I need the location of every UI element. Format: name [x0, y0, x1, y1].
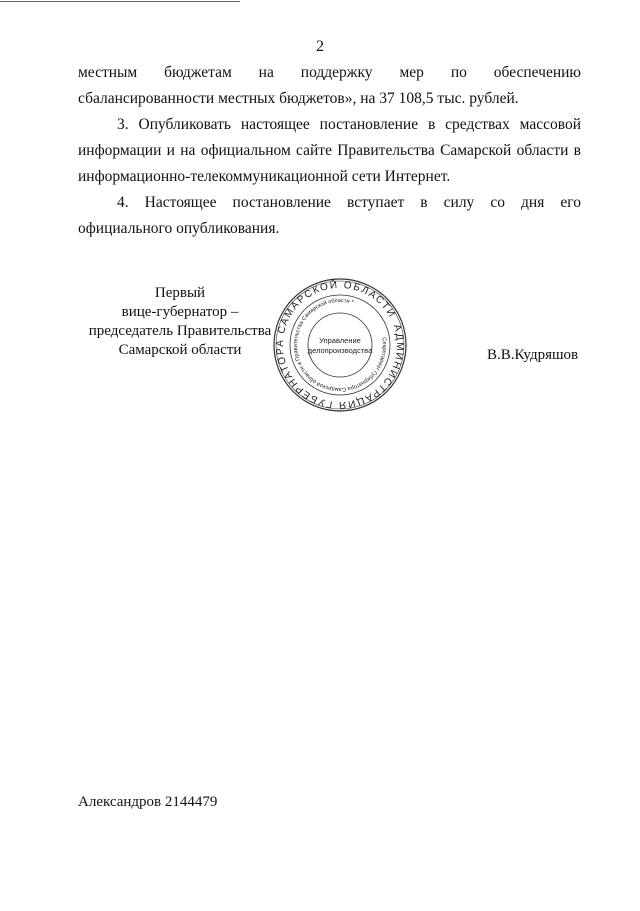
executor-info: Александров 2144479	[78, 794, 218, 810]
stamp-center-line: делопроизводства	[307, 346, 373, 355]
signatory-name: В.В.Кудряшов	[487, 347, 579, 363]
paragraph-4: 4. Настоящее постановление вступает в силу со дня его официального опубликования.	[78, 194, 581, 237]
title-line: Самарской области	[118, 342, 242, 358]
title-line: председатель Правительства	[88, 323, 272, 339]
page-number: 2	[316, 38, 324, 55]
stamp-center-line: Управление	[319, 336, 361, 345]
stamp-inner-text: Секретариат Губернатора Самарской области и Правительства Самарской области *	[292, 297, 388, 393]
paragraph-3: 3. Опубликовать настоящее постановление в средствах массовой информации и на официальном сайте Правительства Самарской области в информационно-телекоммуникационной сети Интернет.	[78, 116, 581, 185]
title-line: вице-губернатор –	[121, 304, 239, 320]
title-line: Первый	[154, 285, 206, 301]
official-stamp	[272, 277, 408, 413]
document-body	[78, 60, 581, 242]
paragraph-continuation: местным бюджетам на поддержку мер по обеспечению сбалансированности местных бюджетов», на 37 108,5 тыс. рублей.	[78, 64, 581, 107]
signatory-title	[80, 284, 280, 360]
stamp-outer-text: АДМИНИСТРАЦИЯ ГУБЕРНАТОРА САМАРСКОЙ ОБЛАСТИ	[274, 279, 406, 411]
scan-edge-line	[0, 1, 240, 2]
